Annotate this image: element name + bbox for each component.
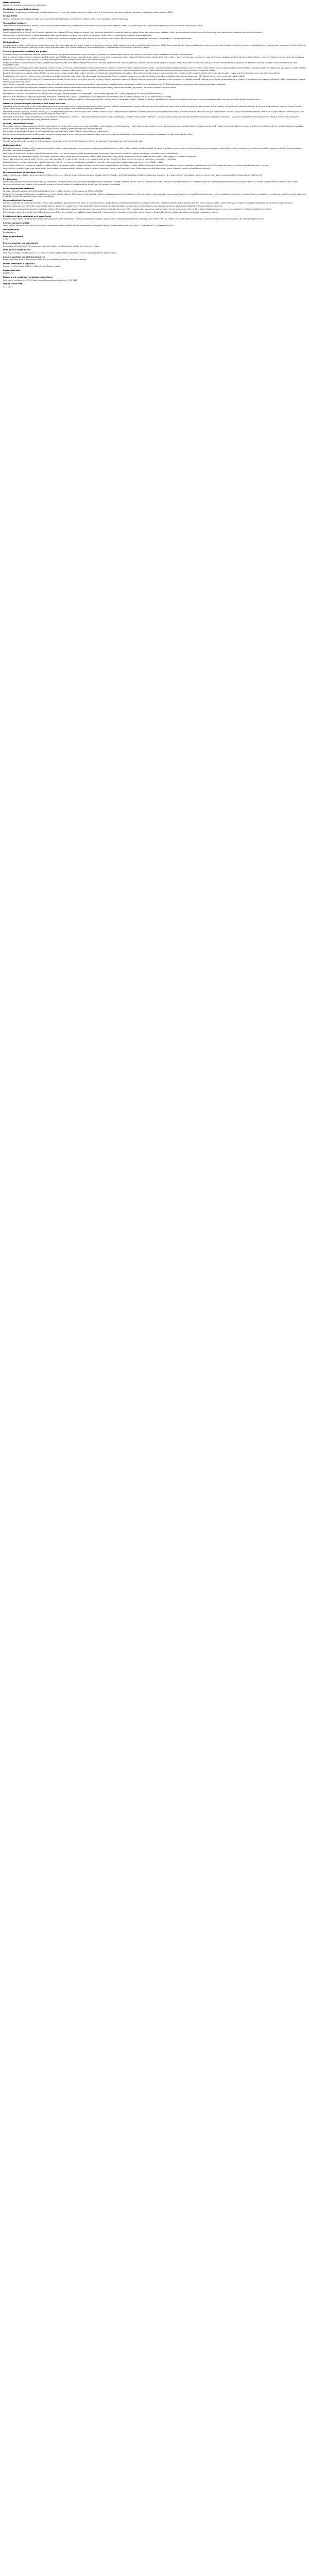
section-title: Název přípravku — [3, 2, 21, 4]
section-paragraph: Tobolky s prodlouženým uvolňováním. Popis přípravku: tvrdé želatinové tobolky s neprůhledným víčkem a tělem, uvnitř peletky bílé až téměř bílé barvy. — [3, 18, 128, 20]
section-paragraph: Obsah tobolky: sacharóza, kukuřičný škrob, povidon, ethylcelulóza, mastek, koloidní bezvodý oxid křemičitý, monohydrát laktózy. Tobolka: želatina, oxid titaničitý (E171), azorubin (E122), indigokarmín (E132). — [3, 225, 175, 227]
section — [3, 222, 306, 227]
section-paragraph: 29/350/94-C — [3, 272, 13, 275]
section-paragraph: Respirační, hrudní a mediastinální poruchy: vzácně: astmatický záchvat; není známo: bronchospazmus (zvláště u pacientů s hypersenzitivitou na kyselinu acetylsalicylovou a jiná NSAID), rinitida. — [3, 161, 163, 164]
section — [3, 41, 306, 49]
section — [3, 22, 306, 27]
section-paragraph: Poruchy oka: vzácně: rozmazané vidění. Poruchy ucha a labyrintu: vzácně: tinnitus. Srdeční poruchy: není známo: srdeční selhání, fibrilace síní. Cévní poruchy: není známo: hypertenze, vazodilatace, vaskulitida. — [3, 158, 176, 161]
section-title: Zvláštní opatření pro uchovávání — [3, 242, 38, 245]
section-paragraph: Hypersenzitivita na léčivou látku nebo na kteroukoli pomocnou látku. Anamnéza astmatu, kopřivky nebo jiných alergických reakcí po podání ketoprofenu, kyseliny acetylsalicylové nebo jiných NSAID. Aktivní peptický vřed nebo anamnéza rekurentního peptického vředu či krvácení. Krvácení do gastrointestinálního traktu nebo perforace v souvislosti s předchozí léčbou NSAID. Závažné srdeční selhání, závažná porucha funkce jater nebo ledvin. Třetí trimestr těhotenství. Hemoragická diatéza, cerebrovaskulární krvácení nebo jiné aktivní krvácení. — [3, 44, 306, 49]
section-title: Hlášení podezření na nežádoucí účinky — [3, 171, 44, 174]
section-title: Fertilita, těhotenství a kojení — [3, 122, 34, 125]
section — [3, 2, 306, 7]
section-title: Držitel rozhodnutí o registraci — [3, 262, 35, 265]
section-paragraph: Zvláštní skupiny pacientů: u starších pacientů je absorpce nezměněna, ale prodlužuje se poločas eliminace. U pacientů s renální insuficiencí dochází ke snížení plazmatické clearance. U pacientů s jaterním selháním se zvyšuje volná frakce ketoprofenu v plazmě. — [3, 211, 218, 213]
section — [3, 188, 306, 198]
section-title: Nežádoucí účinky — [3, 144, 22, 147]
section-title: Druh obalu a obsah balení — [3, 249, 31, 251]
section — [3, 172, 306, 177]
section-paragraph: Biotransformace: ketoprofen se rozsáhle metabolizuje v játrech, hlavně konjugací s kyselinou glukuronovou. Neexistují aktivní metabolity. Eliminace: až 80 % podané dávky se vylučuje močí, převážně ve formě glukuronidů, méně než 10 % stolicí. Poločas eliminace je u formy s prodlouženým uvolňováním přibližně 5 až 9 hodin. — [3, 208, 273, 211]
section-paragraph: Závažné kožní reakce: v souvislosti s léčbou NSAID byly velmi vzácně hlášeny závažné kožní reakce, některé z nich fatální, zahrnující exfoliativní dermatitidu, Stevensův-Johnsonův syndrom a toxickou epidermální nekrolýzu. Léčba musí být ukončena při prvním výskytu kožní vyrážky, slizničních lézí nebo jiných známek hypersenzitivity. — [3, 72, 280, 75]
section-title: Předávkování — [3, 178, 18, 180]
section-paragraph: Fertilita: užívání ketoprofenu může narušit ženskou plodnost a nedoporučuje se u žen, které se snaží otěhotnět. U žen, které mají problémy s otěhotněním nebo které podstupují vyšetření neplodnosti, je třeba zvážit ukončení léčby. — [3, 133, 193, 136]
section-paragraph: Sandoz s.r.o., Na Pankráci 1724/129, 140 00 Praha 4, Česká republika. — [3, 265, 61, 268]
section-title: Interakce s jinými léčivými přípravky a jiné formy interakce — [3, 103, 65, 105]
section — [3, 256, 306, 261]
section-paragraph: Poruchy jater a žlučových cest: vzácně: hepatitida, zvýšení hladiny transamináz, zvýšení sérového bilirubinu. Poruchy kůže a podkožní tkáně: méně časté: vyrážka, svědění; není známo: fotosenzitivita, alopecie, kopřivka, angioedém, bulózní erupce včetně Stevensova-Johnsonova syndromu a toxické epidermální nekrolýzy. — [3, 164, 269, 167]
section — [3, 283, 306, 288]
section-paragraph: Neklinické údaje získané na základě konvenčních farmakologických studií bezpečnosti, toxicity po opakovaném podávání, genotoxicity a kancerogenního potenciálu neodhalily žádné zvláštní riziko pro člověka. Ve studiích reprodukční toxicity na zvířatech byla pozorována embryotoxicita, ale žádné teratogenní účinky. — [3, 217, 264, 220]
section-paragraph: Fertilita: užívání ketoprofenu, stejně jako jiných léčiv inhibujících cyklooxygenázu a syntézu prostaglandinů, může negativně ovlivnit plodnost žen, a proto se nedoporučuje ženám, které se snaží otěhotnět. — [3, 95, 172, 98]
section — [3, 138, 306, 143]
section — [3, 199, 306, 213]
section-title: Účinky na schopnost řídit a obsluhovat stroje — [3, 137, 51, 140]
section-title: Inkompatibility — [3, 228, 19, 231]
section-title: Zvláštní opatření pro likvidaci přípravku — [3, 256, 45, 258]
section-paragraph: Gastrointestinální krvácení, vředy a perforace: v průběhu léčby všemi NSAID bylo hlášeno gastrointestinální krvácení, vznik vředu nebo perforace, které mohou být fatální a mohou nastat kdykoli během léčby, s varovnými příznaky nebo bez nich, nebo s anamnézou závažných gastrointestinálních příhod. Riziko je vyšší se zvyšující se dávkou, u pacientů s vředovou chorobou v anamnéze a u starších pacientů. U těchto pacientů je vhodné zvážit kombinovanou léčbu s protektivními látkami. — [3, 56, 305, 61]
section-paragraph: Byly hlášeny případy předávkování dávkami až 2,5 g ketoprofenu. Ve většině případů byly pozorované příznaky benigní a omezily se na letargii, ospalost, nauzeu, zvracení a epigastrickou bolest. Neexistuje specifické antidotum. V případě podezření na masivní předávkování se doporučuje výplach žaludku a zahájení symptomatické a podpůrné léčby s cílem kompenzovat dehydrataci, sledovat vylučování moči a upravit případnou acidózu. V případě renálního selhání může být užitečná hemodialýza. — [3, 181, 299, 185]
section — [3, 242, 306, 247]
section-paragraph: Pomocné látky: přípravek obsahuje sacharózu a laktózu. Pacienti se vzácnými dědičnými problémy s intolerancí galaktózy, fruktózy, úplným nedostatkem laktázy, malabsorpcí glukózy a galaktózy nebo sacharázo-izomaltázovou deficiencí by tento přípravek neměli užívat. Azorubin může způsobit alergické reakce. — [3, 98, 261, 101]
section-title: Zvláštní upozornění a opatření pro použití — [3, 50, 47, 53]
section — [3, 103, 306, 121]
section-paragraph: Poruchy ledvin a močových cest: není známo: akutní renální selhání, tubulointersticiální nefritida, nefritický syndrom, abnormální hodnoty testů renálních funkcí. Celkové poruchy: méně časté: otoky, únava. Vyšetření: vzácně: zvýšení tělesné hmotnosti. — [3, 167, 211, 170]
section — [3, 8, 306, 13]
section — [3, 229, 306, 234]
section-paragraph: Těhotenství: inhibice syntézy prostaglandinů může nepříznivě ovlivnit těhotenství a vývoj embrya nebo plodu. Data z epidemiologických studií ukazují na zvýšené riziko potratu, srdečních malformací a gastroschízy po užívání inhibitorů syntézy prostaglandinů v časném těhotenství. Během prvního a druhého trimestru těhotenství by neměl být ketoprofen podáván, pokud to není zcela nezbytné. Během třetího trimestru jsou všechny inhibitory syntézy prostaglandinů kontraindikovány. — [3, 125, 304, 130]
section-paragraph: Ketoprofen je nesteroidní antiflogistikum s analgetickým a antipyretickým účinkem. Mechanismus účinku spočívá v inhibici syntézy prostaglandinů a leukotrienů v důsledku inhibice cyklooxygenázy a lipoxygenázy. Ketoprofen má rovněž antibradykininovou aktivitu a stabilizuje lysozomální membrány. Tobolky s prodlouženým uvolňováním zajišťují postupné uvolňování léčivé látky a udržení terapeutické koncentrace po delší dobu. — [3, 193, 307, 198]
section — [3, 235, 306, 241]
section-paragraph: Nejčastěji pozorované nežádoucí účinky jsou gastrointestinální. Mohou se objevit peptické vředy, perforace nebo gastrointestinální krvácení, někdy fatální, zvláště u starších pacientů. Po podání byly hlášeny nauzea, zvracení, průjem, flatulence, zácpa, dyspepsie, bolest břicha, meléna, hematemeze, ulcerózní stomatitida, exacerbace kolitidy a Crohnovy choroby. Méně často byla pozorována gastritida. — [3, 147, 303, 152]
section-paragraph: Hyperkalemie: u pacientů s diabetem nebo současnou léčbou léčivými přípravky podporujícími hyperkalemii se může objevit hyperkalemie. V těchto případech je nutné sledovat hladinu draslíku. — [3, 92, 163, 95]
section-paragraph: Renální účinky: na začátku léčby je nutné pečlivě sledovat objem diurézy a funkci ledvin u pacientů se srdečním selháním, cirhózou a nefrózou, u pacientů léčených diuretiky, u pacientů s chronickou renální insuficiencí a u starších pacientů. U těchto pacientů může podání ketoprofenu vyvolat snížení průtoku krve ledvinami způsobené inhibicí prostaglandinů a vést k dekompenzaci ledvinných funkcí. — [3, 78, 306, 83]
section-title: Farmakokinetické vlastnosti — [3, 199, 33, 202]
section-title: Datum revize textu — [3, 283, 23, 285]
section-title: Doba použitelnosti — [3, 235, 23, 238]
section-title: Seznam pomocných látek — [3, 222, 30, 224]
section-paragraph: Kombinace vyžadující opatrnost: diuretika, inhibitory ACE a antagonisté angiotenzinu II mohou zvýšit riziko akutního renálního selhání u dehydratovaných pacientů. Kortikosteroidy zvyšují riziko gastrointestinálního vředu nebo krvácení. Pentoxifylin zvyšuje riziko krvácení. Tenofovir zvyšuje riziko renálního selhání. Metotrexát v nízkých dávkách: během prvních týdnů kombinované léčby je třeba jednou týdně kontrolovat kompletní krevní obraz. — [3, 110, 305, 115]
section-paragraph: Distribuce: ketoprofen se z 99 % váže na plazmatické bílkoviny, především na albuminovou frakci. Distribuční objem je přibližně 0,1 l/kg. Ketoprofen prostupuje do synoviální tekutiny, kde dosahuje koncentrací odpovídajících přibližně 30 % plazmatických koncentrací. — [3, 205, 223, 208]
section — [3, 178, 306, 186]
section-paragraph: Neuplatňuje se. — [3, 231, 16, 234]
section-title: Terapeutické indikace — [3, 22, 26, 24]
section-paragraph: Poruchy zraku: pokud se objeví poruchy zraku, jako je rozmazané vidění, je nutné léčbu ukončit. — [3, 89, 82, 92]
section-title: Léková forma — [3, 15, 18, 18]
section-paragraph: Infekce: jako jiná NSAID může i ketoprofen maskovat příznaky progrese infekčního onemocnění. Pokud se během léčby objeví známky infekce nebo se zhorší její příznaky, má pacient neprodleně vyhledat lékaře. — [3, 87, 177, 89]
section-title: Kvalitativní a kvantitativní složení — [3, 8, 39, 11]
section-paragraph: Pacienti mají být upozorněni na možný výskyt somnolence, závratí nebo křečí a nemají řídit dopravní prostředky ani obsluhovat stroje, pokud se u nich tyto příznaky objeví. — [3, 140, 145, 143]
section-paragraph: Psychiatrické poruchy: není známo: deprese, halucinace, zmatenost, změny nálady. Poruchy nervového systému: méně časté: bolest hlavy, závrať, somnolence; vzácně: parestezie; není známo: křeče, dysgeuzie, aseptická meningitida. — [3, 155, 197, 158]
section — [3, 144, 306, 170]
section-paragraph: Kombinace, které se nedoporučují: jiná NSAID včetně vysokých dávek salicylátů zvyšují riziko gastrointestinálních vředů a krvácení. Perorální antikoagulancia, heparin a tiklopidin zvyšují riziko krvácení; pokud nelze kombinaci vyloučit, je třeba pacienta pečlivě sledovat. Lithium: zvýšení plazmatické hladiny lithia, které může dosáhnout toxických hodnot, z důvodu snížené renální exkrece. Metotrexát v dávkách vyšších než 15 mg týdně: zvýšené riziko hematologické toxicity metotrexátu. — [3, 105, 303, 110]
section — [3, 276, 306, 281]
section-paragraph: Nežádoucí účinky lze minimalizovat užíváním nejnižší účinné dávky po nejkratší možnou dobu nutnou ke zvládnutí symptomů. Je třeba se vyhnout současnému užívání s jinými NSAID včetně selektivních inhibitorů cyklooxygenázy-2. — [3, 53, 194, 56]
section-paragraph: Hlášení podezření na nežádoucí účinky po registraci léčivého přípravku je důležité. Umožňuje to pokračovat ve sledování poměru přínosů a rizik léčivého přípravku. Žádáme zdravotnické pracovníky, aby hlásili podezření na nežádoucí účinky na adresu: Státní ústav pro kontrolu léčiv, Šrobárova 48, 100 41 Praha 10. — [3, 174, 263, 176]
section-paragraph: Respirační poruchy: u pacientů trpících nebo s anamnézou bronchiálního astmatu může podání přípravku vyvolat bronchospazmus. Pacienti s astmatem spojeným s chronickou rinitidou, chronickou sinusitidou nebo nosní polypózou mají vyšší riziko alergie na kyselinu acetylsalicylovou a NSAID. — [3, 75, 245, 78]
section — [3, 50, 306, 101]
section-title: Dávkování a způsob podání — [3, 28, 32, 31]
section-paragraph: Symptomatická léčba revmatoidní artritidy, ankylozující spondylitidy, osteoartrózy. Symptomatická léčba akutních bolestí pohybového aparátu, bolesti zad, poúrazových stavů, dysmenorey. Přípravek je určen pro dospělé a dospívající od 15 let. — [3, 24, 203, 27]
section-title: Předklinické údaje vztahující se k bezpečnosti — [3, 215, 52, 217]
section-title: Datum první registrace / prodloužení registrace — [3, 276, 53, 279]
section-paragraph: Pacienti s anamnézou gastrointestinální toxicity, zejména starší pacienti, mají hlásit jakékoli neobvyklé abdominální příznaky, zvláště krvácení. Opatrnosti je třeba u pacientů, kteří současně užívají léky zvyšující riziko vzniku vředu nebo krvácení, jako jsou perorální kortikosteroidy, antikoagulancia, selektivní inhibitory zpětného vychytávání serotoninu nebo antiagregační látky. — [3, 61, 298, 66]
section-paragraph: Jedna tobolka s prodlouženým uvolňováním obsahuje ketoprofenum 50 mg. Úplný seznam pomocných látek viz bod 6.1. Pomocné látky se známým účinkem: sacharóza, monohydrát laktózy, azorubin (E122). — [3, 11, 174, 13]
section-paragraph: Ketonal 50 mg tobolky s prodlouženým uvolňováním. — [3, 4, 47, 7]
section-paragraph: Kardiovaskulární a cerebrovaskulární účinky: pacienty s hypertenzí nebo s mírným až středně závažným městnavým srdečním selháním v anamnéze je třeba náležitě sledovat, protože v souvislosti s léčbou NSAID byly hlášeny retence tekutin a otoky. Klinické studie a epidemiologické údaje naznačují, že podávání některých NSAID může být spojeno s mírně zvýšeným rizikem arteriálních trombotických příhod. Pacienti s nekontrolovanou hypertenzí, městnavým srdečním selháním, ischemickou chorobou srdeční, onemocněním periferních tepen nebo cerebrovaskulárním onemocněním mají být léčeni až po pečlivém zvážení. — [3, 67, 306, 72]
section — [3, 15, 306, 20]
section-paragraph: Uchovávejte při teplotě do 25 °C. Uchovávejte v původním obalu, aby byl přípravek chráněn před světlem a vlhkostí. — [3, 245, 100, 247]
section-paragraph: Starší pacienti: u starších pacientů je doporučeno zahájit léčbu nejnižší dávkou a udržovat ji na nejnižší účinné úrovni. Zvýšení dávky je možné pouze po ověření dobré snášenlivosti. — [3, 34, 152, 37]
section-paragraph: Veškerý nepoužitý léčivý přípravek nebo odpad musí být zlikvidován v souladu s místními požadavky. — [3, 259, 87, 261]
section-paragraph: Porucha funkce ledvin a jater: u pacientů s lehkou až středně těžkou poruchou je vhodné snížit úvodní dávku a pečlivě sledovat funkci orgánů. Pediatrická populace: bezpečnost a účinnost u dětí mladších 15 let nebyla stanovena. — [3, 37, 192, 40]
section-paragraph: Poruchy krve a lymfatického systému: vzácně hemoragická anémie; není známo: agranulocytóza, trombocytopenie, útlum kostní dřeně. Poruchy imunitního systému: není známo: anafylaktické reakce včetně šoku. — [3, 152, 179, 155]
section-paragraph: Farmakoterapeutická skupina: nesteroidní antiflogistika a antirevmatika, deriváty kyseliny propionové. ATC kód: M01AE03. — [3, 190, 104, 192]
section — [3, 215, 306, 221]
section-paragraph: Blistr PVC/Al, krabička. Velikost balení: 10, 20 nebo 30 tobolek s prodlouženým uvolňováním. Na trhu nemusí být všechny velikosti balení. — [3, 251, 117, 254]
section — [3, 249, 306, 254]
section-paragraph: Absorpce: ketoprofen se po perorálním podání rychle a úplně vstřebává z gastrointestinálního traktu. Při užití lékové formy s prodlouženým uvolňováním je vstřebávání pomalejší a maximální plazmatické koncentrace je dosaženo za 6 až 7 hodin. Současné podání s jídlem nemá vliv na celkovou biologickou dostupnost, ale zpomaluje rychlost absorpce. — [3, 202, 293, 205]
section — [3, 269, 306, 275]
section-title: Farmakodynamické vlastnosti — [3, 187, 35, 190]
section-paragraph: 21. 3. 2023 — [3, 285, 13, 288]
section-title: Kontraindikace — [3, 41, 19, 44]
document — [0, 0, 309, 293]
section-paragraph: Dospělí: obvyklá dávka je 50 mg 2× až 3× denně. Maximální denní dávka je 200 mg. Tobolky se polykají celé a zapíjejí se dostatečným množstvím tekutiny, nejlépe během jídla nebo po něm. Nežádoucí účinky lze minimalizovat užíváním nejnižší účinné dávky po co nejkratší dobu potřebnou ke zvládnutí symptomů. — [3, 31, 263, 34]
section — [3, 123, 306, 136]
section-paragraph: Datum první registrace: 4. 5. 1994. Datum posledního prodloužení registrace: 19. 8. 2015. — [3, 279, 78, 281]
section-paragraph: Jaterní účinky: u pacientů s abnormálními hodnotami jaterních testů nebo s anamnézou jaterního onemocnění je třeba periodicky sledovat hladiny transamináz, zvláště během dlouhodobé léčby. Při léčbě ketoprofenem byly popsány vzácné případy žloutenky a hepatitidy. — [3, 83, 226, 86]
section — [3, 263, 306, 268]
section-title: Registrační číslo — [3, 269, 21, 272]
section-paragraph: 3 roky. — [3, 238, 9, 241]
section-paragraph: Kojení: nejsou k dispozici žádné údaje o vylučování ketoprofenu do mateřského mléka. Podávání během kojení se nedoporučuje. — [3, 130, 109, 133]
section — [3, 29, 306, 40]
section-paragraph: Kombinace, které je třeba zvážit: antihypertenziva (beta-blokátory, inhibitory ACE, diuretika) – riziko snížení antihypertenzního účinku. Trombolytika – zvýšené riziko krvácení. Probenecid – současné podávání může výrazně snížit plazmatickou clearance ketoprofenu. Nikorandil – u pacientů současně léčených nikorandilem a NSAID je zvýšené riziko závažných komplikací, jako jsou gastrointestinální vředy, perforace a krvácení. — [3, 116, 299, 121]
